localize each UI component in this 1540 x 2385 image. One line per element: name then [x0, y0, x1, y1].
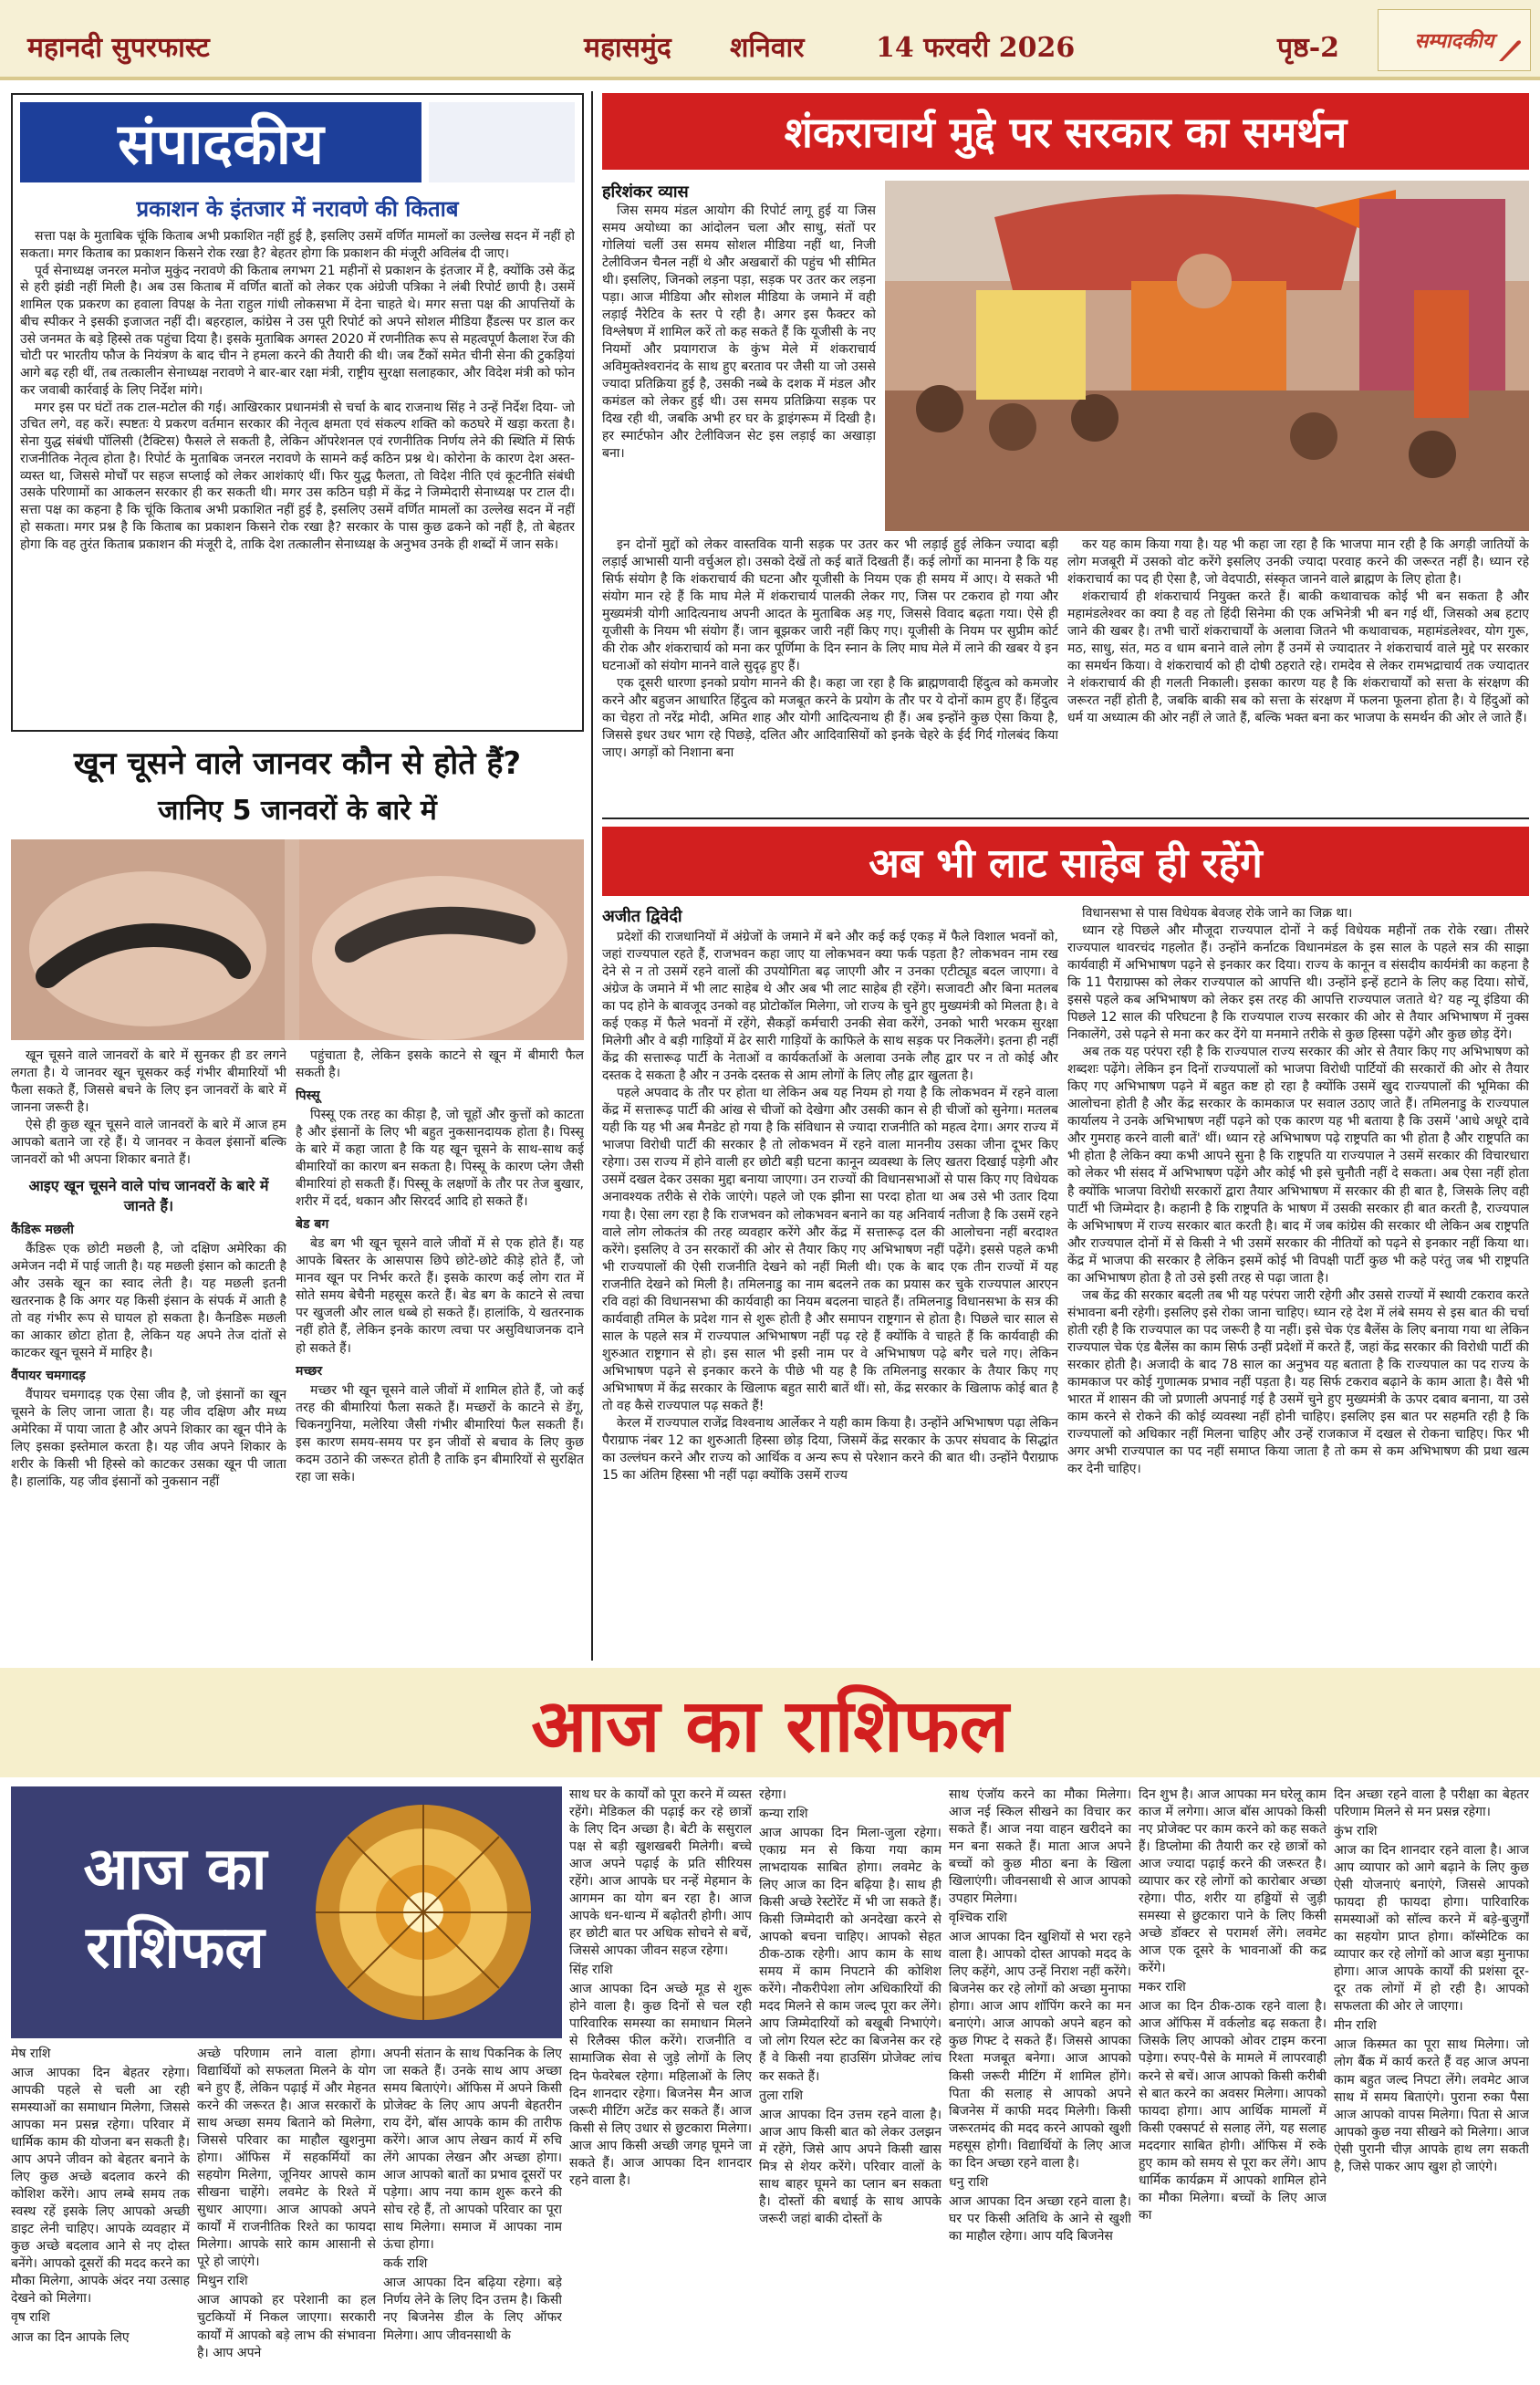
leech-section-text: वैंपायर चमगादड़ एक ऐसा जीव है, जो इंसानों का खून चूसने के लिए जाना जाता है। यह जीव दक्षिण और मध्य अमेरिका में पाया जाता है और अपने शिकार का खून पीने के लिए इसका इस्तेमाल करता है। यह जीव अपने शिकार के शरीर के किसी भी हिस्से को काटकर उसका खून पी जाता है। हालांकि, यह जीव इंसानों को नुकसान नहीं [11, 1388, 286, 1490]
horoscope-text: अच्छे परिणाम लाने वाला होगा। विद्यार्थियों को सफलता मिलने के योग बने हुए हैं, लेकिन पढ़ाई में और मेहनत करने की जरूरत है। आज सरकारों के साथ अच्छा समय बिताने को मिलेगा, जिससे परिवार का माहौल खुशनुमा होगा। ऑफिस में सहकर्मियों का सहयोग मिलेगा, जूनियर आपसे काम सीखना चाहेंगे। लवमेट के रिश्ते में सुधार आएगा। आज आपको अपने कार्यों में राजनीतिक रिश्ते का फायदा मिलेगा। आपके सारे काम आसानी से पूरे हो जाएंगे। [197, 2047, 376, 2270]
horoscope-text: दिन शुभ है। आज आपका मन घरेलू काम काज में लगेगा। आज बॉस आपको किसी नए प्रोजेक्ट पर काम करने को कह सकते हैं। डिप्लोमा की तैयारी कर रहे छात्रों को आज ज्यादा पढ़ाई करने की जरूरत है। व्यापार कर रहे लोगों को कारोबार अच्छा रहेगा। पीठ, शरीर या हड्डियों से जुड़ी समस्या से छुटकारा पाने के लिए किसी अच्छे डॉक्टर से परामर्श लेंगे। लवमेट आज एक दूसरे के भावनाओं की कद्र करेंगे। [1139, 1787, 1327, 1976]
horoscope-text: आज का दिन शानदार रहने वाला है। आज आप व्यापार को आगे बढ़ाने के लिए कुछ ऐसी योजनाएं बनाएंगे, जिससे आपको फायदा ही फायदा होगा। पारिवारिक समस्याओं को सॉल्व करने में बड़े-बुजुर्गों का सहयोग प्राप्त होगा। कॉस्मेटिक का व्यापार कर रहे लोगों को आज बड़ा मुनाफा होगा। आज आपके कार्यों की प्रशंसा दूर-दूर तक लोगों में हो रही है। आपको सफलता की ओर ले जाएगा। [1334, 1843, 1529, 2015]
editorial-banner-text: संपादकीय [118, 110, 324, 177]
editorial-badge-text: सम्पादकीय [1414, 29, 1494, 53]
horoscope-sign: धनु राशि [949, 2174, 989, 2190]
editorial-paragraph: सत्ता पक्ष के मुताबिक चूंकि किताब अभी प्रकाशित नहीं हुई है, इसलिए उसमें वर्णित मामलों का उल्लेख सदन में नहीं हो सकता। मगर किताब का प्रकाशन किसने रोक रखा है? बेहतर होगा कि प्रकाशन की मंजूरी अविलंब दी जाए। [20, 229, 575, 261]
horoscope-image [11, 1786, 562, 2038]
leech-section-title: पिस्सू [296, 1088, 320, 1104]
horoscope-sign: तुला राशि [759, 2088, 804, 2103]
horoscope-col-6 [949, 1786, 1131, 2385]
leech-subhead: आइए खून चूसने वाले पांच जानवरों के बारे में जानते हैं। [28, 1177, 269, 1214]
leech-subheadline: जानिए 5 जानवरों के बारे में [158, 795, 437, 827]
horoscope-col-5 [759, 1786, 942, 2385]
horoscope-text: आज आपका दिन अच्छा रहने वाला है। घर पर किसी अतिथि के आने से खुशी का माहौल रहेगा। आप यदि बिजनेस [949, 2193, 1131, 2244]
laat-paragraph: अब तक यह परंपरा रही है कि राज्यपाल राज्य सरकार की ओर से तैयार किए गए अभिभाषण को शब्दशः पढ़ेंगे। लेकिन इन दिनों राज्यपालों को भाजपा विरोधी पार्टियों की सरकारों की ओर से तैयार किए गए अभिभाषण पढ़ने में बहुत कष्ट हो रहा है क्योंकि उसमें खुद राज्यपालों की भूमिका की आलोचना होती है और केंद्र सरकार के कामकाज पर सवाल उठाए जाते हैं। तमिलनाडु के राज्यपाल कार्यालय ने उनके अभिभाषण नहीं पढ़ने को एक कारण यह भी बताया है कि उसमें 'आधे अधूरे दावे और गुमराह करने वाली बातें' थीं। ध्यान रहे अभिभाषण पढ़े राष्ट्रपति का भी होता है और राष्ट्रपति का भी होता है लेकिन क्या कभी आपने सुना है कि राष्ट्रपति या राज्यपाल ने उसमें सरकार की विचारधारा को लेकर भी संसद में अभिभाषण पढ़ेंगे और कोई भी इसे चुनौती नहीं दे सकता। अब ऐसा नहीं होता है क्योंकि भाजपा विरोधी सरकारों द्वारा तैयार अभिभाषण में सरकार की ही बात है, जिसके लिए वही पार्टी भी जिम्मेदार है। कहानी है कि राष्ट्रपति के भाषण में उसकी सरकार ही बात करती है, राज्यपाल के अभिभाषण में राज्य सरकार बात करती है। बाद में जब कांग्रेस की सरकार थी लेकिन अब राष्ट्रपति और राज्यपाल दोनों में से किसी ने भी उसमें सरकार की नीतियों को पढ़ने से इनकार नहीं किया था। केंद्र में भाजपा की सरकार है लेकिन इसमें कोई भी विपक्षी पार्टी कुछ भी कहे परंतु जब भी राष्ट्रपति का अभिभाषण होता है तो उसे इसी तरह से पढ़ा जाता है। [1067, 1045, 1529, 1286]
horoscope-col-1 [11, 2046, 190, 2385]
horoscope-sign: कर्क राशि [383, 2256, 428, 2272]
horoscope-text: आज आपका दिन अच्छे मूड से शुरू होने वाला है। कुछ दिनों से चल रही पारिवारिक समस्या का समाधान मिलने से रिलैक्स फील करेंगे। राजनीति व सामाजिक सेवा से जुड़े लोगों के लिए दिन फेवरेबल रहेगा। महिलाओं के लिए दिन शानदार रहेगा। बिजनेस मैन आज जरूरी मीटिंग अटेंड कर सकते हैं। आज किसी से लिए उधार से छुटकारा मिलेगा। आज आप किसी अच्छी जगह घूमने जा सकते हैं। आज आपका दिन शानदार रहने वाला है। [569, 1982, 752, 2188]
horoscope-banner: आज का राशिफल [0, 1668, 1540, 1777]
leech-section-title: बेड बग [296, 1217, 329, 1233]
leech-section-text: कैंडिरू एक छोटी मछली है, जो दक्षिण अमेरिका की अमेजन नदी में पाई जाती है। यह मछली इंसान को काटती है और उसके खून का स्वाद लेती है। यह मछली इतनी खतरनाक है कि अगर यह किसी इंसान के संपर्क में आती है तो वह गंभीर रूप से घायल हो सकता है। कैनडिरू मछली का आकार छोटा होता है, लेकिन यह अपने तेज दांतों से काटकर खून चूसने में माहिर है। [11, 1241, 286, 1360]
horoscope-text: आज आपका दिन बेहतर रहेगा। आपकी पहले से चली आ रही समस्याओं का समाधान मिलेगा, जिससे आपका मन प्रसन्न रहेगा। परिवार में धार्मिक काम की योजना बन सकती है। आप अपने जीवन को बेहतर बनाने के लिए कुछ अच्छे बदलाव करने की कोशिश करेंगे। आप लम्बे समय तक स्वस्थ रहें इसके लिए आपको अच्छी डाइट लेनी चाहिए। आपके व्यवहार में कुछ अच्छे बदलाव आने से नए दोस्त बनेंगे। आपको दूसरों की मदद करने का मौका मिलेगा, आपके अंदर नया उत्साह देखने को मिलेगा। [11, 2066, 190, 2307]
leech-section-title: कैंडिरू मछली [11, 1222, 74, 1237]
horoscope-sign: मीन राशि [1334, 2018, 1377, 2034]
editorial-banner [20, 102, 421, 182]
shankaracharya-col-c [1067, 536, 1529, 810]
horoscope-sign: वृश्चिक राशि [949, 1911, 1007, 1926]
shankaracharya-byline: हरिशंकर व्यास [602, 182, 689, 202]
horoscope-image-title-2: राशिफल [86, 1914, 265, 1982]
paper-name: महानदी सुपरफास्ट [27, 32, 210, 64]
leech-paragraph: ऐसे ही कुछ खून चूसने वाले जानवरों के बारे में आज हम आपको बताने जा रहे हैं। ये जानवर न केवल इंसानों बल्कि जानवरों को भी अपना शिकार बनाते हैं। [11, 1118, 286, 1168]
horoscope-sign: वृष राशि [11, 2310, 50, 2326]
editorial-badge [1378, 9, 1531, 71]
horoscope-col-2 [197, 2046, 376, 2385]
horoscope-text: साथ घर के कार्यों को पूरा करने में व्यस्त रहेंगे। मेडिकल की पढ़ाई कर रहे छात्रों के लिए दिन अच्छा है। बेटी के ससुराल पक्ष से बड़ी खुशखबरी मिलेगी। बच्चे आज अपने पढ़ाई के प्रति सीरियस रहेंगे। आज आपके घर नन्हें मेहमान के आगमन का योग बन रहा है। आज आपके धन-धान्य में बढ़ोतरी होगी। आप हर छोटी बात पर अधिक सोचने से बचें, जिससे आपका जीवन सहज रहेगा। [569, 1787, 752, 1959]
horoscope-sign: मकर राशि [1139, 1980, 1186, 1995]
editorial-headline: प्रकाशन के इंतजार में नरावणे की किताब [136, 196, 459, 222]
horoscope-sign: मिथुन राशि [197, 2274, 248, 2289]
horoscope-text: अपनी संतान के साथ पिकनिक के लिए जा सकते हैं। उनके साथ आप अच्छा समय बिताएंगे। ऑफिस में अपने किसी प्रोजेक्ट के लिए आप अपनी बेहतरीन राय देंगे, बॉस आपके काम की तारीफ करेंगे। आज आप लेखन कार्य में रुचि लेंगे आपका लेखन और अच्छा होगा। आज आपको बातों का प्रभाव दूसरों पर पड़ेगा। आप नया काम शुरू करने की सोच रहे हैं, तो आपको परिवार का पूरा साथ मिलेगा। समाज में आपका नाम ऊंचा होगा। [383, 2047, 562, 2253]
section-divider [602, 818, 1529, 819]
laat-paragraph: जब केंद्र की सरकार बदली तब भी यह परंपरा जारी रहेगी और उससे राज्यों में स्थायी टकराव करते संभावना बनी रहेगी। इसलिए इसे रोका जाना चाहिए। ध्यान रहे देश में लंबे समय से इस बात की चर्चा होती रही है कि राज्यपाल का पद जरूरी है या नहीं। इसे चेक एंड बैलेंस के लिए बनाया गया था लेकिन राज्यपाल चेक एंड बैलेंस का काम सिर्फ उन्हीं प्रदेशों में करते हैं, जहां केंद्र सरकार की विरोधी पार्टी की सरकार होती है। अजादी के बाद 78 साल का अनुभव यह बताता है कि राज्यपाल का पद राज्य के कामकाज पर कोई गुणात्मक प्रभाव नहीं पड़ता है। यह सिर्फ टकराव बढ़ाने के काम आता है। वैसे भी भारत में शासन की जो प्रणाली अपनाई गई है उसमें चुने हुए मुख्यमंत्री के ऊपर दबाव बनाना, या उसे काम करने से रोकने की कोई व्यवस्था नहीं होनी चाहिए। इसलिए इस बात पर सहमति रही है कि राज्यपालों को अधिकार नहीं मिलना चाहिए और उन्हें राजकाज में दखल से रोकना चाहिए। फिर भी अगर अभी राज्यपाल का पद नहीं समाप्त किया जाता है तो कम से कम अभिभाषण की प्रथा खत्म कर देनी चाहिए। [1067, 1287, 1529, 1476]
page-number: पृष्ठ-2 [1277, 32, 1340, 64]
horoscope-text: आज आपको हर परेशानी का हल चुटकियों में निकल जाएगा। सरकारी कार्यों में आपको बड़े लाभ की संभावना है। आप अपने [197, 2293, 376, 2360]
day-name: शनिवार [730, 32, 805, 64]
laat-paragraph: ध्यान रहे पिछले और मौजूदा राज्यपाल दोनों ने कई विधेयक महीनों तक रोके रखा। तीसरे राज्यपाल थावरचंद गहलोत हैं। उन्होंने कर्नाटक विधानमंडल के इस साल के पहले सत्र की साझा कार्यवाही में अभिभाषण पढ़ने से इनकार कर दिया। राज्य के कानून व संसदीय कार्यमंत्री का कहना है कि 11 पैराग्राफ्स को लेकर राज्यपाल को आपत्ति थी। उन्होंने इन्हें हटाने के लिए कह दिया। सोचें, इससे पहले कब अभिभाषण को लेकर इस तरह की आपत्ति राज्यपाल जताते थे? यह न्यू इंडिया की पिछले 12 साल की परिघटना है कि राज्यपाल राज्य सरकार की ओर से तैयार अभिभाषण में नुक्स निकालेंगे, उसे पढ़ने से मना कर कर देंगे या मनमाने तरीके से कुछ हिस्सा पढ़ेंगे और कुछ छोड़ देंगे। [1067, 923, 1529, 1043]
leech-headline: खून चूसने वाले जानवर कौन से होते हैं? [73, 745, 522, 782]
editorial-paragraph: पूर्व सेनाध्यक्ष जनरल मनोज मुकुंद नरावणे की किताब लगभग 21 महीनों से प्रकाशन के इंतजार में है, क्योंकि उसे केंद्र से हरी झंडी नहीं मिली है। अब उस किताब में वर्णित बातों को लेकर एक अंग्रेजी पत्रिका ने लंबी रिपोर्ट छापी है। उसमें शामिल एक प्रकरण का हवाला विपक्ष के नेता राहुल गांधी लोकसभा में देना चाहते थे। मगर सत्ता पक्ष की आपत्तियों के बीच स्पीकर ने इसकी इजाजत नहीं दी। बहरहाल, कांग्रेस ने उस पूरी रिपोर्ट को अपने सोशल मीडिया हैंडल्स पर डाल कर उसे जनमत के बड़े हिस्से तक पहुंचा दिया है। इसके मुताबिक अगस्त 2020 में रणनीतिक रूप से महत्वपूर्ण कैलाश रेंज की चोटी पर भारतीय फौज के नियंत्रण के बाद चीन ने हमला करने की तैयारी की थी। जब टैंकों समेत चीनी सेना की टुकड़ियां आगे बढ़ रही थीं, तब तत्कालीन सेनाध्यक्ष नरावणे ने बार-बार रक्षा मंत्री, राष्ट्रीय सुरक्षा सलाहकार, और विदेश मंत्री को फोन कर जवाबी कार्रवाई के लिए निर्देश मांगे। [20, 263, 575, 398]
horoscope-text: आज आपका दिन बढ़िया रहेगा। बड़े निर्णय लेने के लिए दिन उत्तम है। किसी नए बिजनेस डील के लिए ऑफर मिलेगा। आप जीवनसाथी के [383, 2276, 562, 2343]
horoscope-col-7 [1139, 1786, 1327, 2385]
laat-paragraph: केरल में राज्यपाल राजेंद्र विश्वनाथ आर्लेकर ने यही काम किया है। उन्होंने अभिभाषण पढ़ा लेकिन पैराग्राफ नंबर 12 का शुरुआती हिस्सा छोड़ दिया, जिसमें केंद्र सरकार के ऊपर संघवाद के सिद्धांत का उल्लंघन करने और राज्य को आर्थिक व अन्य रूप से परेशान करने की बात थी। उन्होंने पैराग्राफ 15 का अंतिम हिस्सा भी नहीं पढ़ा क्योंकि उसमें राज्य [602, 1415, 1058, 1483]
leech-section-text: मच्छर भी खून चूसने वाले जीवों में शामिल होते हैं, जो कई तरह की बीमारियां फैला सकते हैं। मच्छरों के काटने से डेंगू, चिकनगुनिया, मलेरिया जैसी गंभीर बीमारियां फैल सकती हैं। इस कारण समय-समय पर इन जीवों से बचाव के लिए कुछ कदम उठाने की जरूरत होती है ताकि इन बीमारियों से सुरक्षित रहा जा सके। [296, 1382, 584, 1484]
horoscope-sign: कुंभ राशि [1334, 1824, 1378, 1839]
horoscope-col-4 [569, 1786, 752, 2385]
shankaracharya-col-a [602, 203, 876, 531]
editorial-paragraph: मगर इस पर घंटों तक टाल-मटोल की गई। आखिरकार प्रधानमंत्री से चर्चा के बाद राजनाथ सिंह ने उन्हें निर्देश दिया- जो उचित लगे, वह करें। स्पष्टतः ये प्रकरण वर्तमान सरकार की नेतृत्व क्षमता एवं संकल्प शक्ति को कठघरे में खड़ा करता है। सेना युद्ध संबंधी पॉलिसी (टैक्टिस) फैसले ले सकती है, लेकिन ऑपरेशनल एवं रणनीतिक निर्णय लेने की स्थिति में सिर्फ राजनीतिक नेतृत्व होता है। रिपोर्ट के मुताबिक जनरल नरावणे के सामने कई कठिन प्रश्न थे। कोरोना के कारण देश अस्त-व्यस्त था, जिससे मोर्चों पर सहज सप्लाई को लेकर आशंकाएं थीं। फिर युद्ध फैलता, तो विदेश नीति एवं कूटनीति संबंधी उसके परिणामों का आकलन सरकार ही कर सकती थी। मगर उस कठिन घड़ी में केंद्र ने जिम्मेदारी सेनाध्यक्ष पर टाल दी। सत्ता पक्ष का कहना है कि चूंकि किताब अभी प्रकाशित नहीं हुई है, इसलिए उसमें वर्णित मामलों का उल्लेख सदन में नहीं हो सकता। मगर प्रश्न है कि किताब का प्रकाशन किसने रोक रखा है? सरकार के पास कुछ ढकने को नहीं है, तो बेहतर होगा कि वह तुरंत किताब प्रकाशन की मंजूरी दे, ताकि देश तत्कालीन सेनाध्यक्ष के अनुभव उनके ही शब्दों में जान सके। [20, 400, 575, 552]
horoscope-col-8 [1334, 1786, 1529, 2385]
leech-section-text: पिस्सू एक तरह का कीड़ा है, जो चूहों और कुत्तों को काटता है और इंसानों के लिए भी बहुत नुकसानदायक होता है। पिस्सू के बारे में कहा जाता है कि यह खून चूसने के साथ-साथ कई बीमारियों का कारण बन सकता है। पिस्सू के कारण प्लेग जैसी बीमारियां हो सकती हैं। पिस्सू के लक्षणों के तौर पर तेज बुखार, शरीर में दर्द, थकान और सिरदर्द आदि हो सकते हैं। [296, 1108, 584, 1210]
horoscope-text: आज आपका दिन खुशियों से भरा रहने वाला है। आपको दोस्त आपको मदद के लिए कहेंगे, आप उन्हें निराश नहीं करेंगे। बिजनेस कर रहे लोगों को अच्छा मुनाफा होगा। आज आप शॉपिंग करने का मन बनाएंगे। आज आपको अपने बहन को कुछ गिफ्ट दे सकते हैं। जिससे आपका रिश्ता मजबूत बनेगा। आज आपको किसी जरूरी मीटिंग में शामिल होंगे। पिता की सलाह से आपको अपने बिजनेस में काफी मदद मिलेगी। किसी जरूरतमंद की मदद करने आपको खुशी महसूस होगी। विद्यार्थियों के लिए आज का दिन अच्छा रहने वाला है। [949, 1930, 1131, 2171]
editorial-banner-accent [429, 102, 575, 182]
horoscope-text: आज आपका दिन मिला-जुला रहेगा। एकाग्र मन से किया गया काम लाभदायक साबित होगा। लवमेट के लिए आज का दिन बढ़िया है। साथ ही किसी अच्छे रेस्टोरेंट में भी जा सकते हैं। किसी जिम्मेदारी को अनदेखा करने से आपको बचना चाहिए। आपको सेहत ठीक-ठाक रहेगी। आप काम के साथ समय में काम निपटाने की कोशिश करेंगे। नौकरीपेशा लोग अधिकारियों की मदद मिलने से काम जल्द पूरा कर लेंगे। आप जिम्मेदारियों को बखूबी निभाएंगे। जो लोग रियल स्टेट का बिजनेस कर रहे हैं वे किसी नया हाउसिंग प्रोजेक्ट लांच कर सकते हैं। [759, 1826, 942, 2084]
leech-illustration [11, 839, 584, 1040]
shankaracharya-paragraph: जिस समय मंडल आयोग की रिपोर्ट लागू हुई या जिस समय अयोध्या का आंदोलन चला और साधु, संतों पर गोलियां चलीं उस समय सोशल मीडिया नहीं था, निजी टेलीविजन चैनल नहीं थे और अखबारों की पहुंच भी सीमित थी। इसलिए, जिनको लड़ना पड़ा, सड़क पर उतर कर लड़ना पड़ा। आज मीडिया और सोशल मीडिया के जमाने में वही लड़ाई नैरेटिव के स्तर पे रही है। अगर इस फैक्टर को विश्लेषण में शामिल करें तो कह सकते हैं कि यूजीसी के नए नियमों और प्रयागराज के कुंभ मेले में शंकराचार्य अविमुक्तेश्वरानंद के साथ हुए बरताव पर जैसी या जो उससे ज्यादा प्रतिक्रिया हुई है, उसकी नब्बे के दशक में मंडल और कमंडल को लेकर हुई थी। उस समय प्रतिक्रिया सड़क पर दिख रही थी, जबकि अभी हर घर के ड्राइंगरूम में दिखी है। हर स्मार्टफोन और टेलीविजन सेट इस लड़ाई का अखाड़ा बना। [602, 203, 876, 462]
horoscope-text: आज किस्मत का पूरा साथ मिलेगा। जो लोग बैंक में कार्य करते हैं वह आज अपना काम बहुत जल्द निपटा लेंगे। लवमेट आज साथ में समय बिताएंगे। पुराना रुका पैसा आज आपको वापस मिलेगा। पिता से आज आपको कुछ नया सीखने को मिलेगा। आज ऐसी पुरानी चीज़ आपके हाथ लग सकती है, जिसे पाकर आप खुश हो जाएंगे। [1334, 2037, 1529, 2174]
shankaracharya-headline: शंकराचार्य मुद्दे पर सरकार का समर्थन [602, 93, 1529, 170]
laat-paragraph: विधानसभा से पास विधेयक बेवजह रोके जाने का जिक्र था। [1082, 906, 1353, 921]
leech-photo [11, 839, 584, 1040]
shankaracharya-photo [885, 181, 1529, 531]
leech-section-title: मच्छर [296, 1363, 323, 1379]
laat-byline: अजीत द्विवेदी [602, 907, 682, 926]
rally-illustration [885, 181, 1529, 531]
horoscope-text: आज आपका दिन उत्तम रहने वाला है। आज आप किसी बात को लेकर उलझन में रहेंगे, जिसे आप अपने किसी खास मित्र से शेयर करेंगे। परिवार वालों के साथ बाहर घूमने का प्लान बन सकता है। दोस्तों की बधाई के साथ आपके जरूरी जहां बाकी दोस्तों के [759, 2107, 942, 2226]
laat-paragraph: प्रदेशों की राजधानियों में अंग्रेजों के जमाने में बने और कई कई एकड़ में फैले विशाल भवनों को, जहां राज्यपाल रहते हैं, राजभवन कहा जाए या लोकभवन क्या फर्क पड़ता है? लोकभवन नाम रख देने से न तो उसमें रहने वालों की उपयोगिता बढ़ जाएगी और न उनका एटीट्यूड बदल जाएगा। वे अंग्रेज के जमाने में भी लाट साहेब थे और अब भी लाट साहेब ही रहेंगे। सजावटी और बिना मतलब का पद होने के बावजूद उनको वह प्रोटोकॉल मिलेगा, जो राज्य के चुने हुए मुख्यमंत्री को मिलता है। वे कई एकड़ में फैले भवनों में रहेंगे, सैकड़ों कर्मचारी उनकी सेवा करेंगे, उनको भारी भरकम सुरक्षा मिलेगी और वे बड़ी गाड़ियों में ढेर सारी गाड़ियों के काफिले के साथ सड़क पर निकलेंगे। इतना ही नहीं केंद्र की सत्तारूढ़ पार्टी के नेताओं व कार्यकर्ताओं के अलावा उनके लौह द्वार पर न तो कोई और दस्तक दे सकता है और न उनके दस्तक से आम लोगों के लिए लौह द्वार खुलता है। [602, 930, 1058, 1084]
horoscope-text: दिन अच्छा रहने वाला है परीक्षा का बेहतर परिणाम मिलने से मन प्रसन्न रहेगा। [1334, 1787, 1529, 1820]
shankaracharya-paragraph: शंकराचार्य ही शंकराचार्य नियुक्त करते हैं। बाकी कथावाचक कोई भी बन सकता है और महामंडलेश्वर का क्या है वह तो हिंदी सिनेमा की एक अभिनेत्री भी बन गई थीं, जिसको अब हटाए जाने की खबर है। तभी चारों शंकराचार्यों के अलावा जितने भी कथावाचक, महामंडलेश्वर, योग गुरू, मठ, साधु, संत, मठ व धाम बनाने वाले लोग हैं उनमें से ज्यादातर ने शंकराचार्य वाले मुद्दे पर सरकार का समर्थन किया। वे शंकराचार्य को ही दोषी ठहराते रहे। रामदेव से लेकर रामभद्राचार्य तक ज्यादातर ने शंकराचार्य की ही गलती निकाली। इसका कारण यह है कि शंकराचार्यों को सत्ता के संरक्षण की जरूरत नहीं होती है, जबकि बाकी सब को सत्ता के संरक्षण में फलना फूलना होता है। ये हिंदुओं को धर्म या अध्यात्म की ओर नहीं ले जाते हैं, बल्कि भक्त बना कर भाजपा के समर्थन की ओर ले जाते हैं। [1067, 589, 1529, 726]
shankaracharya-paragraph: कर यह काम किया गया है। यह भी कहा जा रहा है कि भाजपा मान रही है कि अगड़ी जातियों के लोग मजबूरी में उसको वोट करेंगे इसलिए उनकी ज्यादा परवाह करने की जरूरत नहीं है। ध्यान रहे शंकराचार्य का पद ही ऐसा है, जो वेदपाठी, संस्कृत जानने वाले ब्राह्मण के लिए होता है। [1067, 537, 1529, 588]
shankaracharya-paragraph: इन दोनों मुद्दों को लेकर वास्तविक यानी सड़क पर उतर कर भी लड़ाई हुई लेकिन ज्यादा बड़ी लड़ाई आभासी यानी वर्चुअल हो। उसको देखें तो कई बातें दिखती हैं। कई लोगों का मानना है कि यह सिर्फ संयोग है कि शंकराचार्य की घटना और यूजीसी के नियम एक ही समय में आए। ये सकते भी संयोग मान रहे हैं कि माघ मेले में शंकराचार्य पालकी लेकर गए, जिस पर टकराव हो गया और मुख्यमंत्री योगी आदित्यनाथ अपनी आदत के मुताबिक अड़ गए, जिससे विवाद बढ़ता गया। ऐसे ही यूजीसी के नियम भी संयोग हैं। जान बूझकर जारी नहीं किए गए। यूजीसी के नियम पर सुप्रीम कोर्ट की रोक और शंकराचार्य को मना कर पूर्णिमा के दिन स्नान के लिए माघ मेले में लाने की खबर ये इन घटनाओं को संयोग मानने वाले सुदृढ़ हुए हैं। [602, 537, 1058, 674]
leech-paragraph: खून चूसने वाले जानवरों के बारे में सुनकर ही डर लगने लगता है। ये जानवर खून चूसकर कई गंभीर बीमारियों भी फैला सकते हैं, जिससे बचने के लिए इन जानवरों के बारे में जानना जरूरी है। [11, 1048, 286, 1116]
leech-section-title: वैंपायर चमगादड़ [11, 1368, 86, 1383]
quill-icon [1495, 36, 1524, 65]
leech-paragraph: पहुंचाता है, लेकिन इसके काटने से खून में बीमारी फैल सकती है। [296, 1048, 584, 1081]
column-divider [591, 91, 593, 1661]
editorial-body [20, 228, 575, 725]
horoscope-sign: सिंह राशि [569, 1963, 613, 1978]
city-name: महासमुंद [584, 32, 671, 64]
shankaracharya-col-b [602, 536, 1058, 810]
laat-headline: अब भी लाट साहेब ही रहेंगे [602, 827, 1529, 896]
leech-col-right [296, 1047, 584, 1545]
laat-col-right [1067, 905, 1529, 1650]
laat-col-left [602, 929, 1058, 1650]
horoscope-image-title-1: आज का [83, 1836, 267, 1903]
horoscope-col-3 [383, 2046, 562, 2385]
horoscope-text: आज का दिन आपके लिए [11, 2329, 130, 2345]
horoscope-text: रहेगा। [759, 1787, 786, 1802]
leech-col-left [11, 1047, 286, 1545]
leech-section-text: बेड बग भी खून चूसने वाले जीवों में से एक होते हैं। यह आपके बिस्तर के आसपास छिपे छोटे-छोटे कीड़े होते हैं, जो मानव खून पर निर्भर करते हैं। इसके कारण कई लोग रात में सोते समय बेचैनी महसूस करते हैं। बेड बग के काटने से त्वचा पर खुजली और लाल धब्बे हो सकते हैं। हालांकि, ये खतरनाक नहीं होते हैं, लेकिन इनके कारण त्वचा पर असुविधाजनक दाने हो सकते हैं। [296, 1236, 584, 1356]
shankaracharya-paragraph: एक दूसरी धारणा इनको प्रयोग मानने की है। कहा जा रहा है कि ब्राह्मणवादी हिंदुत्व को कमजोर करने और बहुजन आधारित हिंदुत्व को मजबूत करने के प्रयोग के तौर पर ये दोनों काम हुए हैं। हिंदुत्व का चेहरा तो नरेंद्र मोदी, अमित शाह और योगी आदित्यनाथ ही हैं। अब इन्होंने कुछ ऐसा किया है, जिससे इधर उधर भाग रहे पिछड़े, दलित और आदिवासियों को इनके चेहरे के ईर्द गिर्द गोलबंद किया जाए। अगड़ों को निशाना बना [602, 676, 1058, 761]
laat-paragraph: पहले अपवाद के तौर पर होता था लेकिन अब यह नियम हो गया है कि लोकभवन में रहने वाला केंद्र में सत्तारूढ़ पार्टी की आंख से चीजों को देखेगा और उसकी कान से ही चीजों को सुनेगा। मतलब यही कि यह भी अब मैनडेट हो गया है कि संविधान से ज्यादा राजनीति को महत्व देगा। अगर राज्य में भाजपा विरोधी पार्टी की सरकार है तो लोकभवन में रहने वाला माननीय उसका जीना दूभर किए रहेगा। उस राज्य में होने वाली हर छोटी बड़ी घटना कानून व्यवस्था के लिए खतरा दिखाई पड़ेगी और उसमें दखल देकर उसका मुद्दा बनाया जाएगा। उन राज्यों की विधानसभाओं से पास किए गए विधेयक अनावश्यक तरीके से रोके जाएंगे। पहले जो एक झीना सा परदा होता था अब उसे भी उतार दिया गया है। ऐसा लग रहा है कि राजभवन को लोकभवन बनाने का यह अनिवार्य नतीजा है कि उसमें रहने वाले लोग लोकतंत्र की तरह व्यवहार करेंगे और केंद्र में सत्तारूढ़ दल की आलोचना नहीं बरदाश्त करेंगे। इसलिए वे उन सरकारों की ओर से तैयार किए गए अभिभाषण नहीं पढ़ेंगे। इससे पहले कभी भी राज्यपालों की ऐसी राजनीति देखने को नहीं मिली थी। एक के बाद एक तीन राज्यों में यह राजनीति देखने को मिली है। तमिलनाडु का नाम बदलने तक का प्रयास कर चुके राज्यपाल आरएन रवि वहां की विधानसभा की कार्यवाही का नियम बदलना चाहते हैं। तमिलनाडु विधानसभा के सत्र की कार्यवाही तमिल के प्रदेश गान से शुरू होती है और समापन राष्ट्रगान से होता है। पिछले चार साल से साल के पहले सत्र में राज्यपाल अभिभाषण नहीं पढ़ रहे हैं क्योंकि वे चाहते हैं कि कार्यवाही की शुरुआत राष्ट्रगान से हो। इस साल भी इसी नाम पर वे अभिभाषण पढ़े बगैर चले गए। लेकिन अभिभाषण पढ़ने से इनकार करने के पीछे भी यह है कि तमिलनाडु सरकार के तैयार किए गए अभिभाषण में केंद्र सरकार के खिलाफ बहुत सारी बातें थीं। सो, केंद्र सरकार के खिलाफ कोई बात है तो वह कैसे राज्यपाल पढ़ सकते हैं! [602, 1086, 1058, 1413]
horoscope-text: आज का दिन ठीक-ठाक रहने वाला है। आज ऑफिस में वर्कलोड बढ़ सकता है। जिसके लिए आपको ओवर टाइम करना पड़ेगा। रुपए-पैसे के मामले में लापरवाही करने से बचें। आज आपको किसी करीबी से बात करने का अवसर मिलेगा। आपको फायदा होगा। आप आर्थिक मामलों में किसी एक्सपर्ट से सलाह लेंगे, यह सलाह मददगार साबित होगी। ऑफिस में रुके हुए काम को समय से पूरा कर लेंगे। आप धार्मिक कार्यक्रम में आपको शामिल होने का मौका मिलेगा। बच्चों के लिए आज का [1139, 1999, 1327, 2223]
horoscope-sign: कन्या राशि [759, 1807, 808, 1822]
horoscope-sign: मेष राशि [11, 2047, 51, 2061]
issue-date: 14 फरवरी 2026 [876, 32, 1076, 64]
horoscope-text: साथ एंजॉय करने का मौका मिलेगा। आज नई स्किल सीखने का विचार कर सकते हैं। आज नया वाहन खरीदने का मन बना सकते हैं। माता आज अपने बच्चों को कुछ मीठा बना के खिला खिलाएंगी। जीवनसाथी से आज आपको उपहार मिलेगा। [949, 1787, 1131, 1907]
